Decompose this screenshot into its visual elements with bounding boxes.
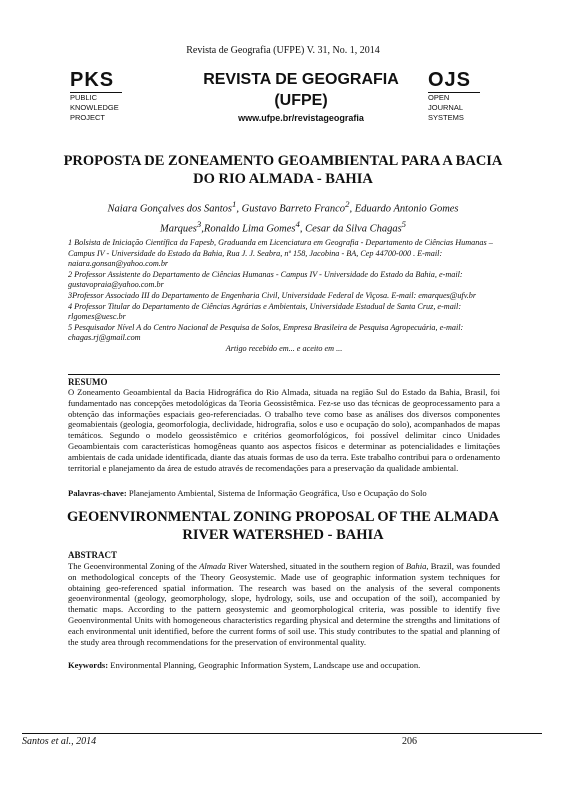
affiliation-2: 2 Professor Assistente do Departamento de Ciências Humanas - Campus IV - Universidade do Estado da Bahia, e-mail: gustavopraia@yahoo.com.br xyxy=(68,269,463,290)
received-note: Artigo recebido em... e aceito em ... xyxy=(225,343,343,353)
author-name: Cesar da Silva Chagas xyxy=(305,223,402,234)
abstract-heading: ABSTRACT xyxy=(68,550,118,560)
author-list: Naiara Gonçalves dos Santos$^1$, Gustavo Barreto Franco$^2$, Eduardo Antonio Gomes Marques$^3$,Ronaldo Lima Gomes$^4$, Cesar da Silva Chagas$^5$ xyxy=(107,199,459,234)
abstract-almada: Almada xyxy=(199,561,226,571)
author-sup: 1 xyxy=(232,199,237,209)
affiliations xyxy=(68,238,500,355)
ojs-line-2: JOURNAL xyxy=(428,103,464,112)
journal-banner xyxy=(70,68,500,134)
abstract-bahia: Bahia xyxy=(405,561,427,571)
author-name: Eduardo Antonio Gomes Marques xyxy=(159,203,459,234)
author-sup: 3 xyxy=(196,218,202,229)
article-title-en: GEOENVIRONMENTAL ZONING PROPOSAL OF THE ALMADA RIVER WATERSHED - BAHIA xyxy=(67,509,499,543)
palavras-chave xyxy=(68,488,500,498)
resumo-heading: RESUMO xyxy=(68,377,108,387)
pks-line-1: PUBLIC xyxy=(70,93,98,102)
running-head: Revista de Geografia (UFPE) V. 31, No. 1, 2014 xyxy=(186,45,380,56)
keywords-text: Environmental Planning, Geographic Information System, Landscape use and occupation. xyxy=(108,660,421,670)
resumo-body: O Zoneamento Geoambiental da Bacia Hidrográfica do Rio Almada, situada na região Sul do Estado da Bahia, Brasil, foi fundamentado nas concepções metodológicas da Teoria Geossistêmica. Fez-se uso das técnicas de geoprocessamento para a obtenção das informações espaciais geo-referenciadas. O trabalho teve como base as análises dos diversos componentes geomabientais (geologia, geomorfologia, declividade, hidrografia, solos e uso e ocupação do solo), acompanhados de mapas temáticos. Segundo o modelo geossistêmico e critérios geomorfológicos, foi possível delimitar cinco Unidades Geoambientais com características homogêneas quanto aos aspectos físicos e determinar as potencialidades e limitações ambientais de cada unidade identificada, diante das atuais formas de uso da terra. Este trabalho contribui para o ordenamento territorial e planejamento da área de estudo através de recomendações para a preservação da qualidade ambiental. xyxy=(68,387,500,473)
abstract-text-1: The Geoenvironmental Zoning of the xyxy=(68,561,200,571)
pks-logo-text: PKS xyxy=(70,68,122,93)
author-sup: 2 xyxy=(345,199,350,209)
journal-url-link[interactable]: www.ufpe.br/revistageografia xyxy=(238,113,364,123)
section-divider xyxy=(68,374,500,375)
keywords xyxy=(68,660,500,670)
abstract-text-2: River Watershed, situated in the southern region of xyxy=(225,561,406,571)
journal-title-block xyxy=(186,70,416,123)
journal-title: REVISTA DE GEOGRAFIA xyxy=(203,71,399,88)
affiliation-5: 5 Pesquisador Nível A do Centro Nacional de Pesquisa de Solos, Empresa Brasileira de Pesquisa Agropecuária, e-mail: chagas.rj@gmail.com xyxy=(68,322,464,343)
pks-line-3: PROJECT xyxy=(70,113,106,122)
author-sup: 5 xyxy=(401,218,407,229)
page-number: 206 xyxy=(402,736,417,747)
author-sup: 4 xyxy=(295,218,300,229)
ojs-logo-text: OJS xyxy=(428,68,480,93)
article-title-pt: PROPOSTA DE ZONEAMENTO GEOAMBIENTAL PARA A BACIA DO RIO ALMADA - BAHIA xyxy=(63,153,503,187)
affiliation-3: 3Professor Associado III do Departamento de Engenharia Civil, Universidade Federal de Viçosa. E-mail: emarques@ufv.br xyxy=(68,290,477,300)
footer-divider xyxy=(22,733,542,734)
palavras-chave-label: Palavras-chave: xyxy=(68,488,127,498)
author-name: Gustavo Barreto Franco xyxy=(241,203,346,215)
footer-citation: Santos et al., 2014 xyxy=(22,736,97,747)
ojs-logo xyxy=(428,68,500,123)
ojs-line-3: SYSTEMS xyxy=(428,113,464,122)
pks-logo xyxy=(70,68,160,123)
palavras-chave-text: Planejamento Ambiental, Sistema de Informação Geográfica, Uso e Ocupação do Solo xyxy=(126,488,427,498)
journal-subtitle: (UFPE) xyxy=(274,92,328,109)
author-name: Naiara Gonçalves dos Santos xyxy=(107,203,232,215)
keywords-label: Keywords: xyxy=(68,660,109,670)
ojs-line-1: OPEN xyxy=(428,93,450,102)
abstract-body xyxy=(68,561,500,647)
affiliation-1: 1 Bolsista de Iniciação Científica da Fapesb, Graduanda em Licenciatura em Geografia - Departamento de Ciências Humanas – Campus IV - Universidade do Estado da Bahia, Rua J. J. Seabra, nº 158, Jacobina - BA, Cep 44700-000 . E-mail: naiara.gonsan@yahoo.com.br xyxy=(68,238,493,269)
affiliation-4: 4 Professor Titular do Departamento de Ciências Agrárias e Ambientais, Universidade Estadual de Santa Cruz, e-mail: rlgomes@uesc.br xyxy=(68,301,462,322)
pks-line-2: KNOWLEDGE xyxy=(70,103,119,112)
abstract-text-3: , Brazil, was founded on methodological concepts of the Theory Geosystemic. Made use of geographic information system techniques for obtaining geo-referenced spatial information. The research was based on the analysis of the several components geoenvironmental (geology, geomorphology, slope, hydrology, soils, use and occupation of the soil), accompanied by thematic maps. According to the pattern geosystemic and geomorphological criteria, was possible to identify five Geoenvironmental Units with homogeneous characteristics regarding physical and determine the strengths and limitations of each environmental unit identified, before the current forms of soil use. This study contributes to the spatial and planning of the study area through recommendations for the preservation of environmental quality. xyxy=(68,561,500,647)
author-name: Ronaldo Lima Gomes xyxy=(203,223,296,234)
